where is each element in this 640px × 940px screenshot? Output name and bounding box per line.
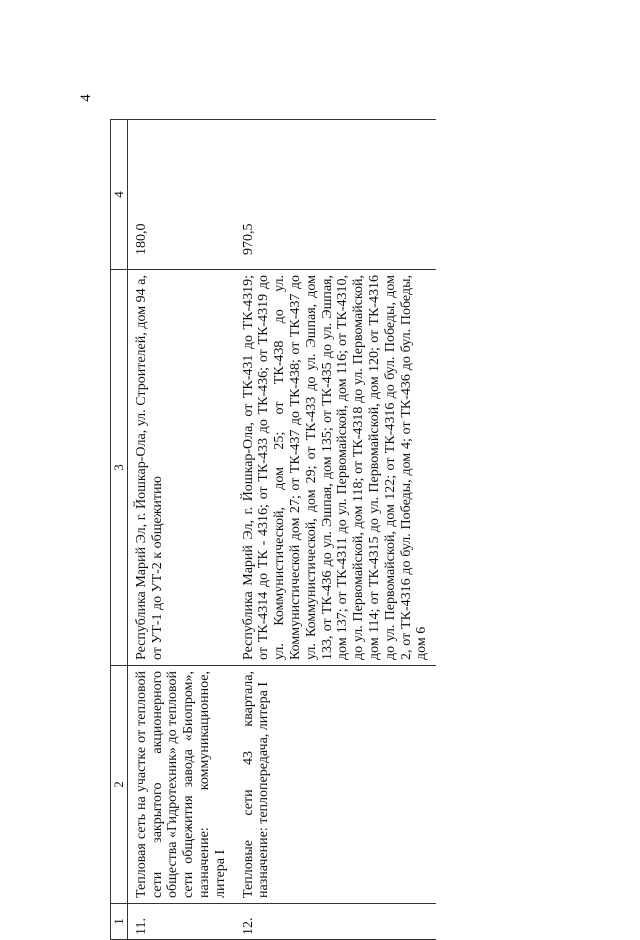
rotated-table-container [110,120,530,940]
registry-table [110,119,436,940]
row-number: 12. [235,904,437,940]
object-name: Тепловая сеть на участке от тепловой сети закрытого акционерного общества «Гидротехник» до тепловой сети общежития завода «Биопром», назначение: коммуникационное, литера I [127,666,234,904]
object-address: Республика Марий Эл, г. Йошкар-Ола, от ТК-431 до ТК-4319; от ТК-4314 до ТК - 4316; от ТК-433 до ТК-436; от ТК-4319 до ул. Коммунистической, дом 25; от ТК-438 до ул. Коммунистической дом 27; от ТК-437 до ТК-438; от ТК-437 до ул. Коммунистической, дом 29; от ТК-433 до ул. Эшпая, дом 133, от ТК-436 до ул. Эшпая, дом 135; от ТК-435 до ул. Эшпая, дом 137; от ТК-4311 до ул. Первомайской, дом 116; от ТК-4310, до ул. Первомайской, дом 118; от ТК-4318 до ул. Первомайской, дом 114; от ТК-4315 до ул. Первомайской, дом 120; от ТК-4316 до ул. Первомайской, дом 122; от ТК-4316 до бул. Победы, дом 2, от ТК-4316 до бул. Победы, дом 4; от ТК-436 до бул. Победы, дом 6 [235,270,437,666]
page-number: 4 [78,94,94,102]
object-name: Тепловые сети 43 квартала, назначение: теплопередача, литера I [235,666,437,904]
object-address: Республика Марий Эл, г. Йошкар-Ола, ул. Строителей, дом 94 а, от УТ-1 до УТ-2 к общежитию [127,270,234,666]
column-header-3: 3 [111,270,128,666]
table-row [235,120,437,940]
table-row [127,120,234,940]
column-header-4: 4 [111,120,128,270]
column-header-2: 2 [111,666,128,904]
object-value: 180,0 [127,120,234,270]
registry-table-wrapper [110,120,530,940]
row-number: 11. [127,904,234,940]
header-row [111,120,128,940]
column-header-1: 1 [111,904,128,940]
object-value: 970,5 [235,120,437,270]
